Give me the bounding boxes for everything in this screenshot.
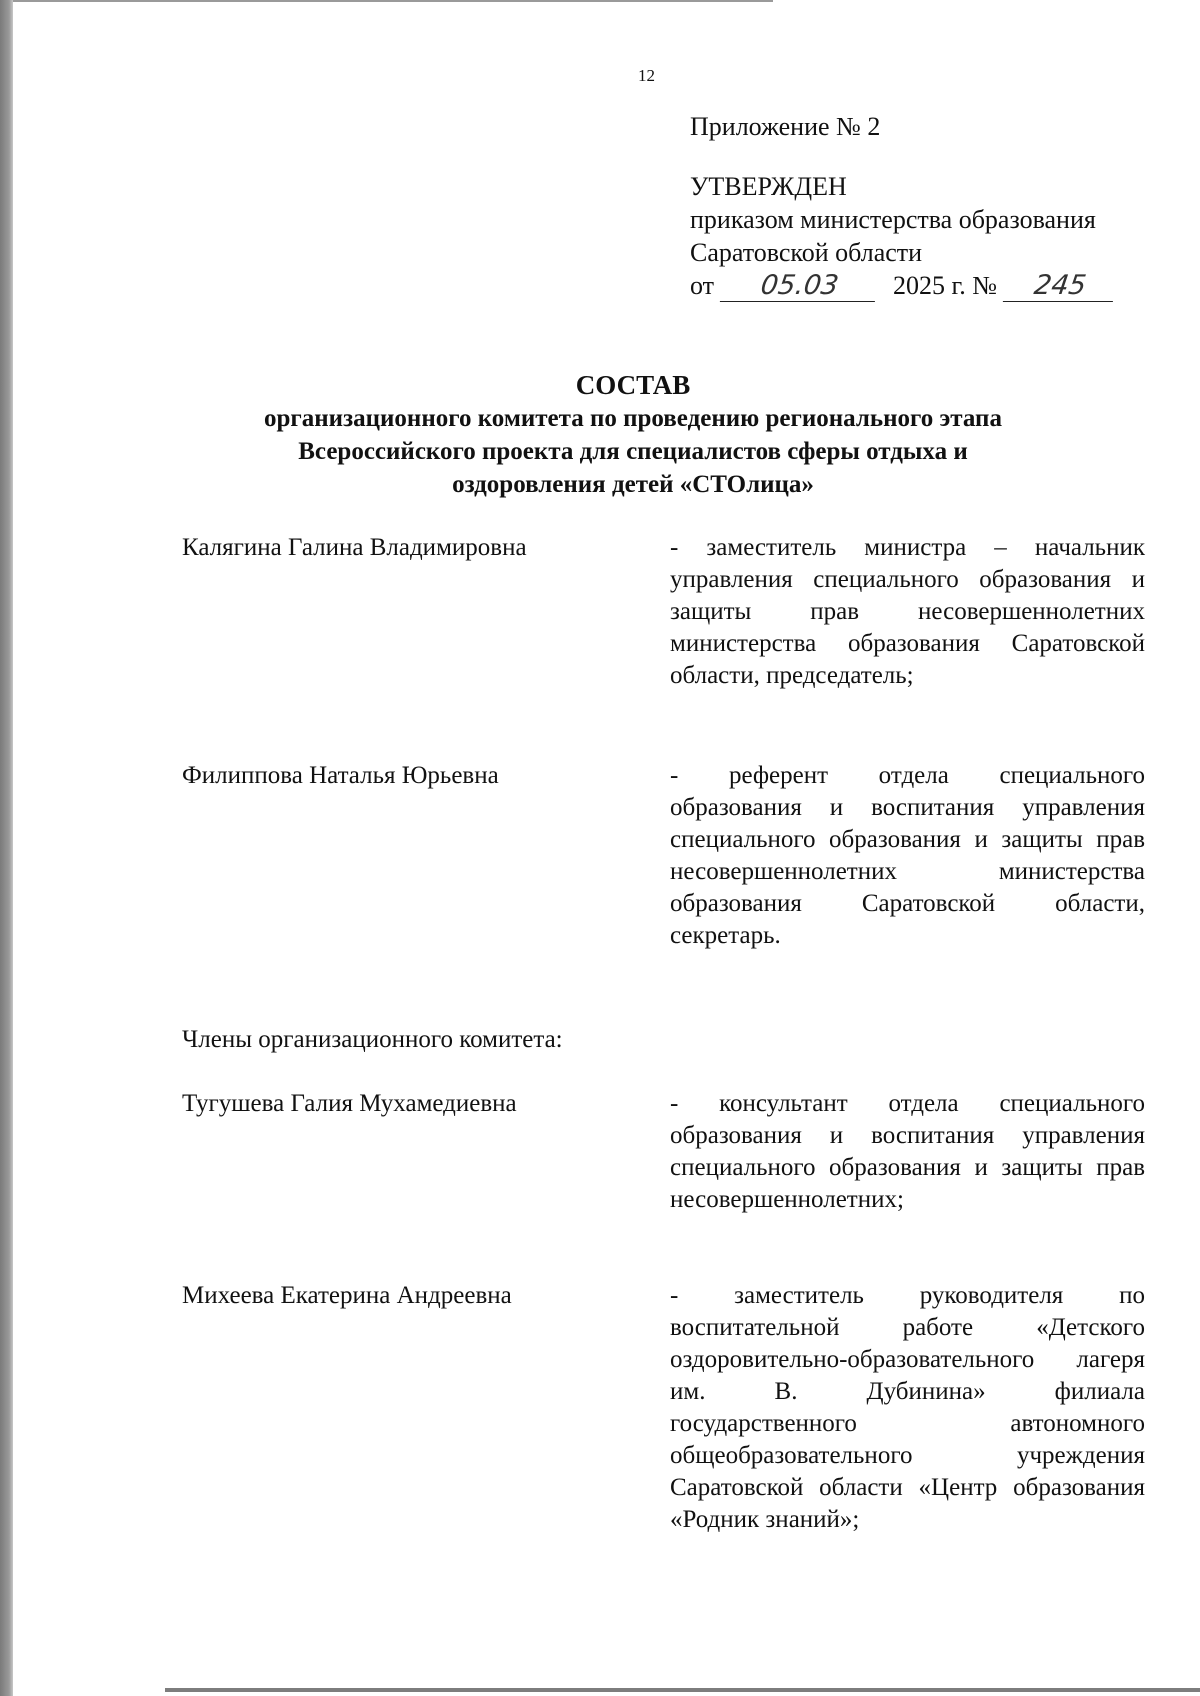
appendix-label: Приложение № 2: [690, 112, 881, 141]
member-role: - референт отдела специального образования и воспитания управления специального образования и защиты прав несовершеннолетних министерства образования Саратовской области, секретарь.: [670, 762, 1145, 949]
handwritten-date: 05.03: [720, 271, 879, 302]
scan-edge-left: [0, 0, 13, 1696]
approved-label: УТВЕРЖДЕН: [690, 172, 847, 201]
document-title: СОСТАВ: [575, 370, 691, 400]
document-page: [13, 0, 1200, 1696]
year-text: 2025 г. №: [893, 271, 998, 300]
date-prefix: от: [690, 271, 715, 300]
member-name: Калягина Галина Владимировна: [182, 534, 527, 561]
member-name: Михеева Екатерина Андреевна: [182, 1282, 512, 1309]
page-number: 12: [638, 66, 655, 85]
members-label: Члены организационного комитета:: [182, 1026, 563, 1053]
order-line-1: приказом министерства образования: [690, 205, 1096, 234]
member-role: - заместитель министра – начальник управления специального образования и защиты прав несовершеннолетних министерства образования Саратовской области, председатель;: [670, 534, 1145, 689]
date-line: [690, 269, 1150, 302]
member-role: - заместитель руководителя по воспитательной работе «Детского оздоровительно-образовательного лагеря им. В. Дубинина» филиала государственного автономного общеобразовательного учреждения Саратовской области «Центр образования «Родник знаний»;: [670, 1282, 1145, 1533]
title-block: [213, 368, 1053, 501]
handwritten-number: 245: [1003, 271, 1117, 302]
member-name: Тугушева Галия Мухамедиевна: [182, 1090, 517, 1117]
subtitle-line-2: Всероссийского проекта для специалистов сферы отдыха и: [298, 438, 968, 465]
subtitle-line-3: оздоровления детей «СТОлица»: [452, 471, 814, 498]
subtitle-line-1: организационного комитета по проведению регионального этапа: [264, 405, 1002, 432]
approval-block: [690, 110, 1150, 302]
order-line-2: Саратовской области: [690, 238, 923, 267]
member-name: Филиппова Наталья Юрьевна: [182, 762, 499, 789]
member-role: - консультант отдела специального образования и воспитания управления специального образования и защиты прав несовершеннолетних;: [670, 1090, 1145, 1213]
